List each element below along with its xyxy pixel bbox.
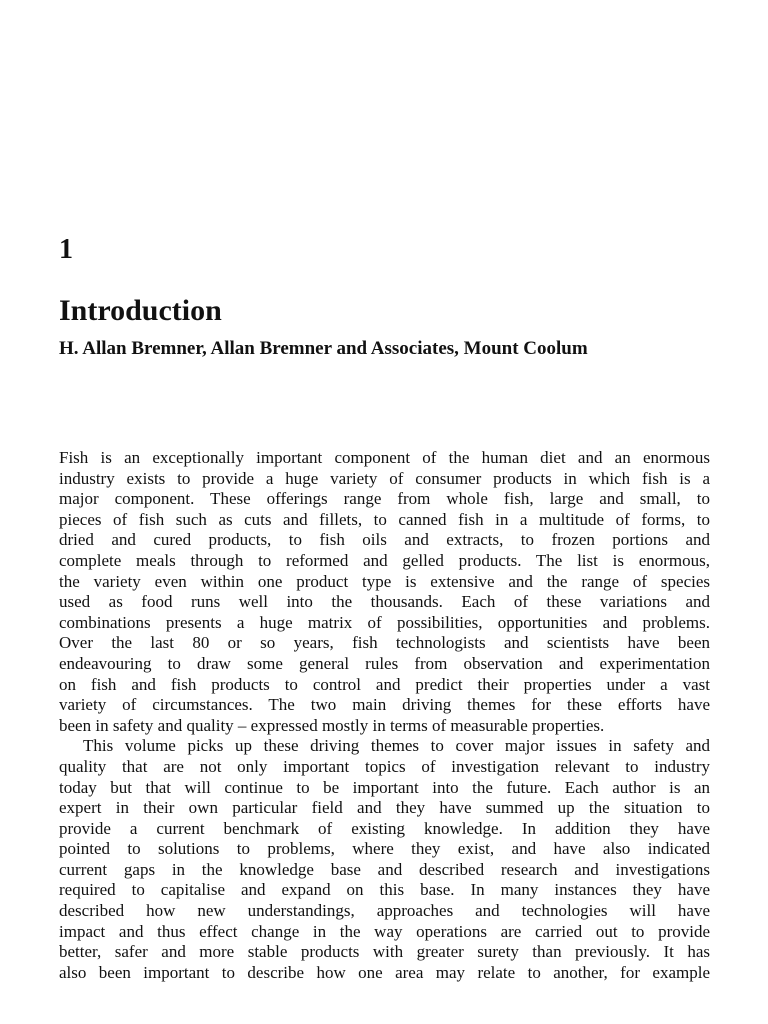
text-line: expert in their own particular field and they have summed up the situation to — [59, 798, 710, 818]
text-line: described how new understandings, approaches and technologies will have — [59, 901, 710, 921]
chapter-number: 1 — [59, 234, 73, 265]
text-line: been in safety and quality – expressed mostly in terms of measurable properties. — [59, 715, 605, 735]
text-line: industry exists to provide a huge variety of consumer products in which fish is a — [59, 468, 710, 488]
paragraph-1 — [59, 448, 710, 736]
paragraph-2 — [59, 736, 710, 983]
text-line: combinations presents a huge matrix of possibilities, opportunities and problems. — [59, 612, 710, 632]
body-text — [59, 448, 710, 983]
text-line: quality that are not only important topics of investigation relevant to industry — [59, 756, 710, 776]
text-line: This volume picks up these driving themes to cover major issues in safety and — [83, 736, 710, 756]
text-line: impact and thus effect change in the way operations are carried out to provide — [59, 921, 710, 941]
text-line: current gaps in the knowledge base and described research and investigations — [59, 859, 710, 879]
text-line: today but that will continue to be important into the future. Each author is an — [59, 777, 710, 797]
text-line: provide a current benchmark of existing knowledge. In addition they have — [59, 818, 710, 838]
author-affiliation: H. Allan Bremner, Allan Bremner and Associates, Mount Coolum — [59, 338, 588, 359]
text-line: endeavouring to draw some general rules from observation and experimentation — [59, 653, 710, 673]
text-line: required to capitalise and expand on this base. In many instances they have — [59, 880, 710, 900]
text-line: better, safer and more stable products with greater surety than previously. It has — [59, 942, 710, 962]
text-line: major component. These offerings range from whole fish, large and small, to — [59, 489, 710, 509]
text-line: the variety even within one product type is extensive and the range of species — [59, 571, 710, 591]
text-line: variety of circumstances. The two main driving themes for these efforts have — [59, 695, 710, 715]
text-line: pieces of fish such as cuts and fillets, to canned fish in a multitude of forms, to — [59, 509, 710, 529]
text-line: Fish is an exceptionally important component of the human diet and an enormous — [59, 448, 710, 467]
text-line: used as food runs well into the thousands. Each of these variations and — [59, 592, 710, 612]
text-line: dried and cured products, to fish oils and extracts, to frozen portions and — [59, 530, 710, 550]
text-line: pointed to solutions to problems, where they exist, and have also indicated — [59, 839, 710, 859]
text-line: on fish and fish products to control and predict their properties under a vast — [59, 674, 710, 694]
text-line: Over the last 80 or so years, fish technologists and scientists have been — [59, 633, 710, 653]
text-line: complete meals through to reformed and gelled products. The list is enormous, — [59, 550, 710, 570]
text-line: also been important to describe how one area may relate to another, for example — [59, 962, 710, 982]
chapter-title: Introduction — [59, 294, 222, 327]
